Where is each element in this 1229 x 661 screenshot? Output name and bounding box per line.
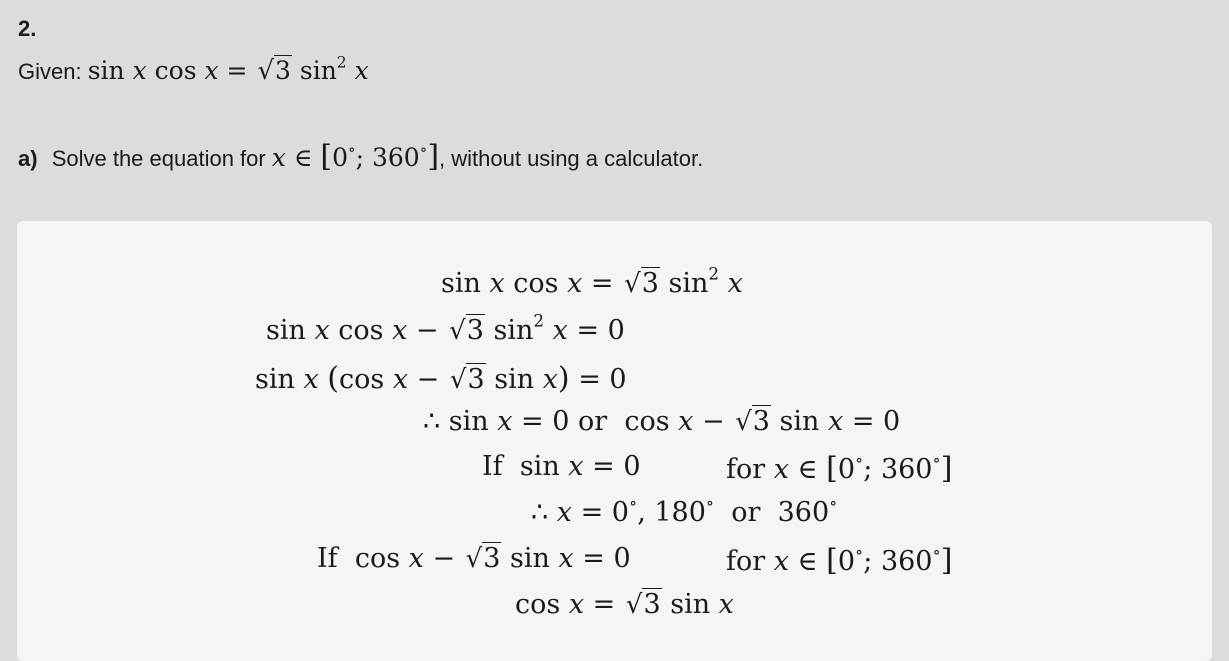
part-a-interval: x ∈ [0∘; 360∘]: [271, 139, 440, 174]
solution-line-3: sin x (cos x − √3 sin x) = 0: [255, 361, 627, 396]
given-label: Given:: [18, 59, 82, 84]
part-a-text-end: , without using a calculator.: [439, 146, 704, 171]
solution-line-5: If sin x = 0: [482, 451, 641, 482]
solution-line-7: If cos x − √3 sin x = 0: [317, 543, 631, 574]
solution-line-5-domain: for x ∈ [0∘; 360∘]: [726, 449, 953, 486]
solution-line-6: ∴ x = 0∘, 180∘ or 360∘: [531, 492, 838, 528]
given-equation: sin x cos x = √3 $\sin^2 x$: [87, 53, 369, 86]
solution-line-7-domain: for x ∈ [0∘; 360∘]: [726, 541, 953, 578]
solution-line-1: sin x cos x = √3 $\sin^2 x$: [441, 263, 743, 299]
solution-line-4: ∴ sin x = 0 or cos x − √3 sin x = 0: [423, 406, 901, 437]
solution-line-2: sin x cos x − √3 $\sin^2 x = 0$: [266, 310, 625, 346]
part-a-text: Solve the equation for: [51, 146, 266, 171]
part-a-prompt: [18, 139, 703, 174]
question-number: 2.: [18, 16, 37, 41]
solution-line-8: cos x = √3 sin x: [515, 589, 734, 620]
given-statement: [18, 53, 369, 86]
part-a-label: a): [18, 146, 38, 171]
